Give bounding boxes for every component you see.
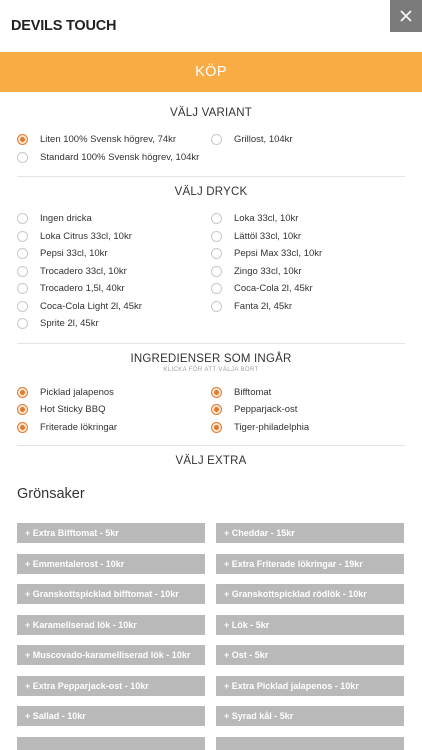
radio-icon bbox=[211, 231, 222, 242]
extra-item-button[interactable]: + Extra Picklad jalapenos - 10kr bbox=[216, 676, 404, 696]
extra-item-button[interactable]: + Granskottspicklad rödlök - 10kr bbox=[216, 584, 404, 604]
close-icon bbox=[400, 10, 412, 22]
product-options bbox=[0, 107, 422, 750]
drink-option[interactable]: Pepsi Max 33cl, 10kr bbox=[211, 245, 405, 263]
radio-icon bbox=[17, 301, 28, 312]
drink-option[interactable]: Loka 33cl, 10kr bbox=[211, 210, 405, 228]
radio-selected-icon bbox=[211, 387, 222, 398]
ingredients-subtitle: KLICKA FÖR ATT VÄLJA BORT bbox=[163, 366, 259, 373]
radio-icon bbox=[17, 231, 28, 242]
ingredient-option[interactable]: Picklad jalapenos bbox=[17, 384, 211, 402]
drink-option[interactable]: Lättöl 33cl, 10kr bbox=[211, 228, 405, 246]
ingredient-option[interactable]: Friterade lökringar bbox=[17, 419, 211, 437]
radio-selected-icon bbox=[17, 134, 28, 145]
radio-icon bbox=[17, 152, 28, 163]
ingredient-option[interactable]: Bifftomat bbox=[211, 384, 405, 402]
drink-option[interactable]: Loka Citrus 33cl, 10kr bbox=[17, 228, 211, 246]
buy-button[interactable] bbox=[0, 52, 422, 92]
radio-icon bbox=[211, 213, 222, 224]
extra-item-button[interactable]: + Cheddar - 15kr bbox=[216, 523, 404, 543]
drink-option[interactable]: Pepsi 33cl, 10kr bbox=[17, 245, 211, 263]
drink-option[interactable]: Fanta 2l, 45kr bbox=[211, 298, 405, 316]
drink-option[interactable]: Trocadero 33cl, 10kr bbox=[17, 263, 211, 281]
drink-option[interactable]: Coca-Cola 2l, 45kr bbox=[211, 280, 405, 298]
extra-item-button[interactable]: + Karameliserad lök - 10kr bbox=[17, 615, 205, 635]
variant-option[interactable]: Standard 100% Svensk högrev, 104kr bbox=[17, 149, 211, 167]
variant-section-title: VÄLJ VARIANT bbox=[169, 107, 253, 119]
buy-label: KÖP bbox=[195, 64, 227, 80]
ingredient-option[interactable]: Tiger-philadelphia bbox=[211, 419, 405, 437]
variant-option[interactable]: Grillost, 104kr bbox=[211, 131, 405, 149]
top-bar bbox=[0, 0, 422, 52]
extra-group-title: Grönsaker bbox=[17, 486, 85, 502]
extra-item-button[interactable]: + Extra Pepparjack-ost - 10kr bbox=[17, 676, 205, 696]
radio-selected-icon bbox=[211, 404, 222, 415]
divider bbox=[17, 176, 405, 177]
divider bbox=[17, 445, 405, 446]
radio-icon bbox=[211, 301, 222, 312]
radio-icon bbox=[211, 248, 222, 259]
extras-grid bbox=[17, 523, 405, 750]
extra-item-button[interactable]: + Extra Bifftomat - 5kr bbox=[17, 523, 205, 543]
radio-selected-icon bbox=[17, 404, 28, 415]
product-title: DEVILS TOUCH bbox=[11, 18, 117, 34]
radio-icon bbox=[211, 283, 222, 294]
extra-item-button[interactable]: + Granskottspicklad bifftomat - 10kr bbox=[17, 584, 205, 604]
drink-option[interactable]: Zingo 33cl, 10kr bbox=[211, 263, 405, 281]
extra-item-button[interactable]: + Sallad - 10kr bbox=[17, 706, 205, 726]
ingredient-option[interactable]: Pepparjack-ost bbox=[211, 401, 405, 419]
radio-icon bbox=[17, 248, 28, 259]
drink-option[interactable]: Trocadero 1,5l, 40kr bbox=[17, 280, 211, 298]
extra-section-title: VÄLJ EXTRA bbox=[175, 455, 247, 467]
extra-item-button[interactable] bbox=[17, 737, 205, 750]
ingredients-section-title: INGREDIENSER SOM INGÅR bbox=[130, 352, 292, 365]
variant-option[interactable]: Liten 100% Svensk högrev, 74kr bbox=[17, 131, 211, 149]
drink-option[interactable]: Sprite 2l, 45kr bbox=[17, 315, 211, 333]
extra-item-button[interactable]: + Ost - 5kr bbox=[216, 645, 404, 665]
radio-icon bbox=[211, 266, 222, 277]
radio-icon bbox=[17, 318, 28, 329]
radio-selected-icon bbox=[211, 422, 222, 433]
extra-item-button[interactable]: + Syrad kål - 5kr bbox=[216, 706, 404, 726]
drink-options bbox=[17, 210, 405, 333]
extra-item-button[interactable]: + Lök - 5kr bbox=[216, 615, 404, 635]
drink-section-title: VÄLJ DRYCK bbox=[174, 186, 248, 198]
extra-item-button[interactable]: + Emmentalerost - 10kr bbox=[17, 554, 205, 574]
extra-item-button[interactable]: + Extra Friterade lökringar - 19kr bbox=[216, 554, 404, 574]
radio-selected-icon bbox=[17, 422, 28, 433]
close-button[interactable] bbox=[390, 0, 422, 32]
radio-icon bbox=[17, 213, 28, 224]
radio-icon bbox=[17, 266, 28, 277]
radio-selected-icon bbox=[17, 387, 28, 398]
extra-item-button[interactable]: + Muscovado-karamelliserad lök - 10kr bbox=[17, 645, 205, 665]
ingredient-options bbox=[17, 384, 405, 437]
divider bbox=[17, 343, 405, 344]
drink-option[interactable]: Coca-Cola Light 2l, 45kr bbox=[17, 298, 211, 316]
radio-icon bbox=[211, 134, 222, 145]
drink-option[interactable]: Ingen dricka bbox=[17, 210, 211, 228]
variant-options bbox=[17, 131, 405, 166]
extra-item-button[interactable] bbox=[216, 737, 404, 750]
radio-icon bbox=[17, 283, 28, 294]
ingredient-option[interactable]: Hot Sticky BBQ bbox=[17, 401, 211, 419]
